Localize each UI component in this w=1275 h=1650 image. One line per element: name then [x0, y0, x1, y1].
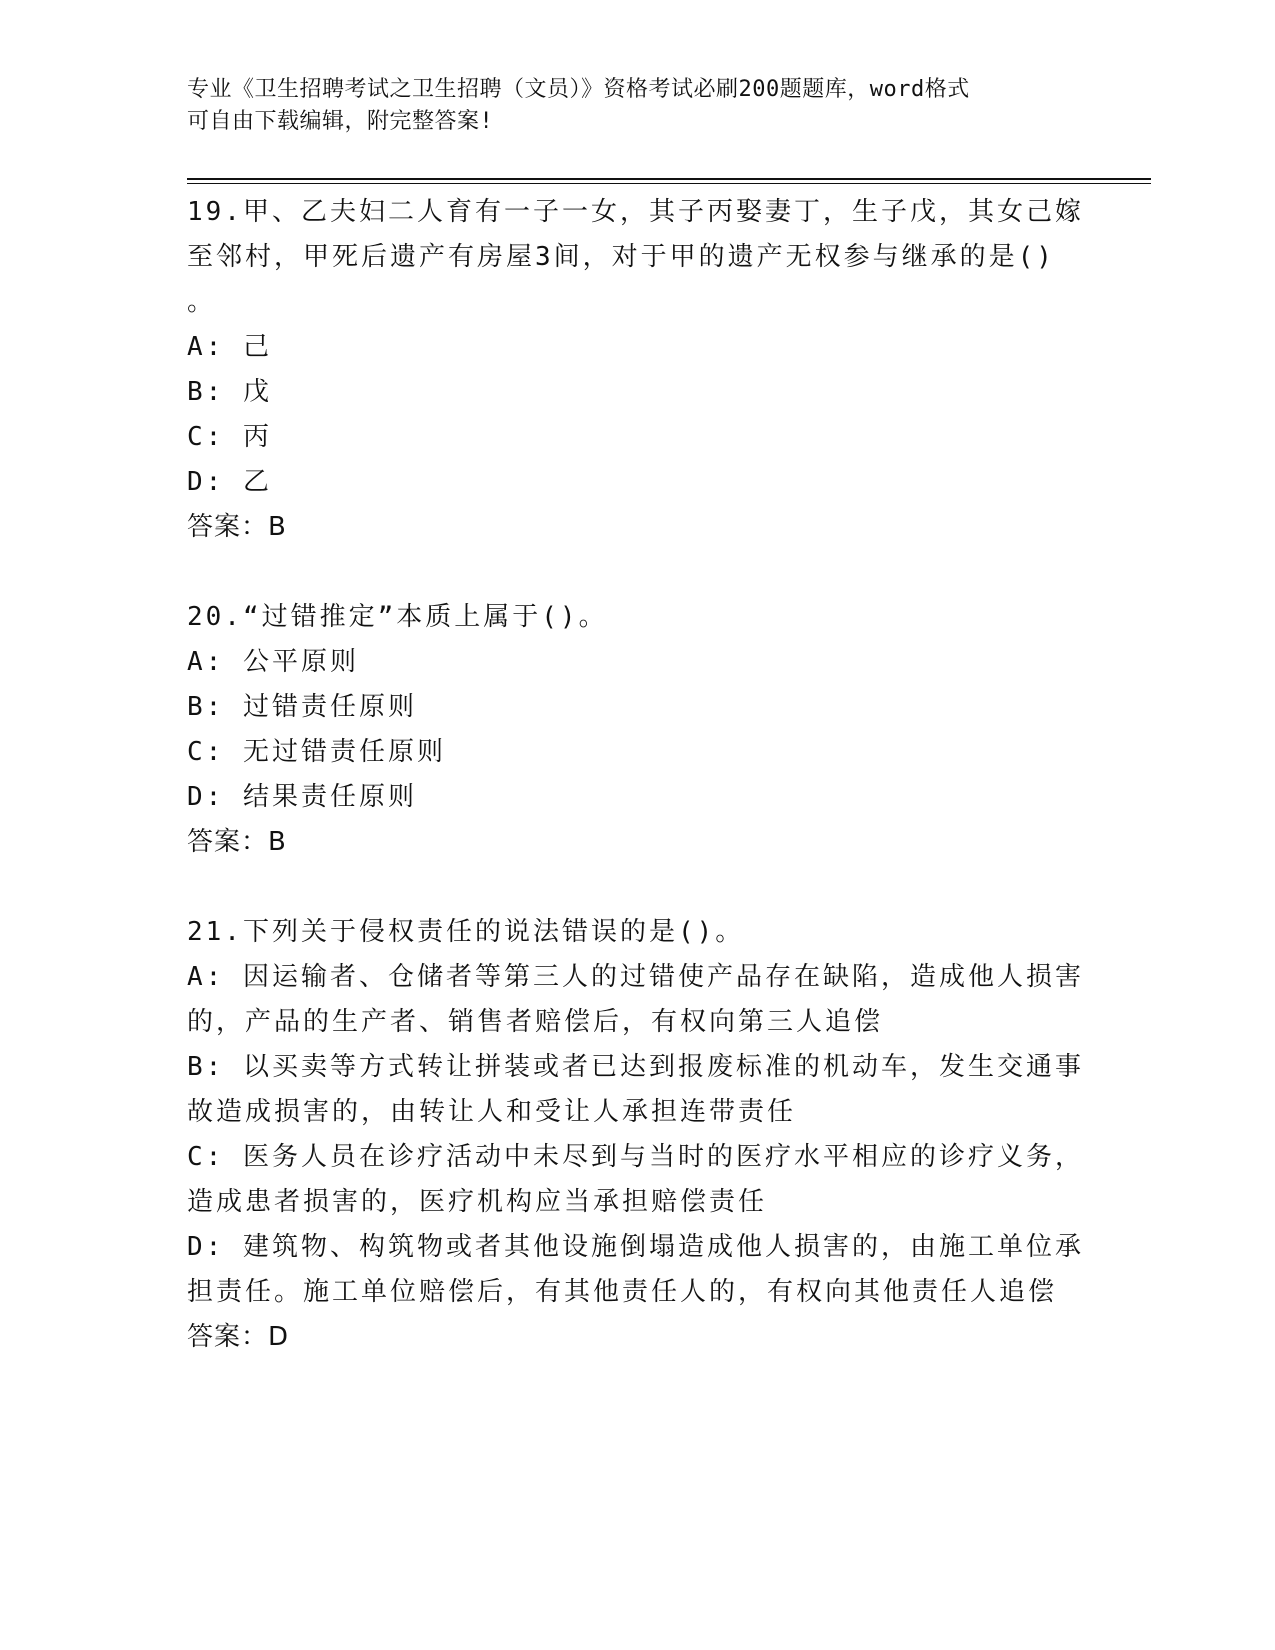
question-text-line: 20.“过错推定”本质上属于()。	[187, 602, 608, 632]
document-header	[187, 74, 1067, 138]
option-a: A: 因运输者、仓储者等第三人的过错使产品存在缺陷，造成他人损害	[187, 962, 1084, 992]
question-list	[187, 190, 1087, 1360]
header-divider-thick	[187, 178, 1151, 180]
option-d: D: 乙	[187, 467, 272, 497]
option-b: B: 过错责任原则	[187, 692, 417, 722]
option-b: B: 戊	[187, 377, 272, 407]
option-c-continued: 造成患者损害的，医疗机构应当承担赔偿责任	[187, 1187, 768, 1217]
header-line-1: 专业《卫生招聘考试之卫生招聘（文员）》资格考试必刷200题题库，word格式	[187, 77, 970, 102]
option-c: C: 无过错责任原则	[187, 737, 446, 767]
answer-label: 答案：D	[187, 1322, 290, 1352]
answer-label: 答案：B	[187, 827, 287, 857]
option-d-continued: 担责任。施工单位赔偿后，有其他责任人的，有权向其他责任人追偿	[187, 1277, 1058, 1307]
question-21	[187, 910, 1087, 1360]
question-19	[187, 190, 1087, 550]
question-text-line: 21.下列关于侵权责任的说法错误的是()。	[187, 917, 745, 947]
option-a-continued: 的，产品的生产者、销售者赔偿后，有权向第三人追偿	[187, 1007, 884, 1037]
option-a: A: 己	[187, 332, 272, 362]
option-b-continued: 故造成损害的，由转让人和受让人承担连带责任	[187, 1097, 797, 1127]
question-spacer	[187, 865, 1087, 910]
option-d: D: 结果责任原则	[187, 782, 417, 812]
question-20	[187, 595, 1087, 865]
option-c: C: 丙	[187, 422, 272, 452]
option-a: A: 公平原则	[187, 647, 359, 677]
question-spacer	[187, 550, 1087, 595]
header-divider-thin	[187, 183, 1151, 184]
header-line-2: 可自由下载编辑，附完整答案!	[187, 109, 494, 134]
question-text-line: 至邻村，甲死后遗产有房屋3间，对于甲的遗产无权参与继承的是()	[187, 242, 1055, 272]
option-d: D: 建筑物、构筑物或者其他设施倒塌造成他人损害的，由施工单位承	[187, 1232, 1084, 1262]
question-text-line: 。	[187, 287, 217, 317]
question-text-line: 19.甲、乙夫妇二人育有一子一女，其子丙娶妻丁，生子戊，其女己嫁	[187, 197, 1084, 227]
answer-label: 答案：B	[187, 512, 287, 542]
option-b: B: 以买卖等方式转让拼装或者已达到报废标准的机动车，发生交通事	[187, 1052, 1084, 1082]
option-c: C: 医务人员在诊疗活动中未尽到与当时的医疗水平相应的诊疗义务，	[187, 1142, 1084, 1172]
